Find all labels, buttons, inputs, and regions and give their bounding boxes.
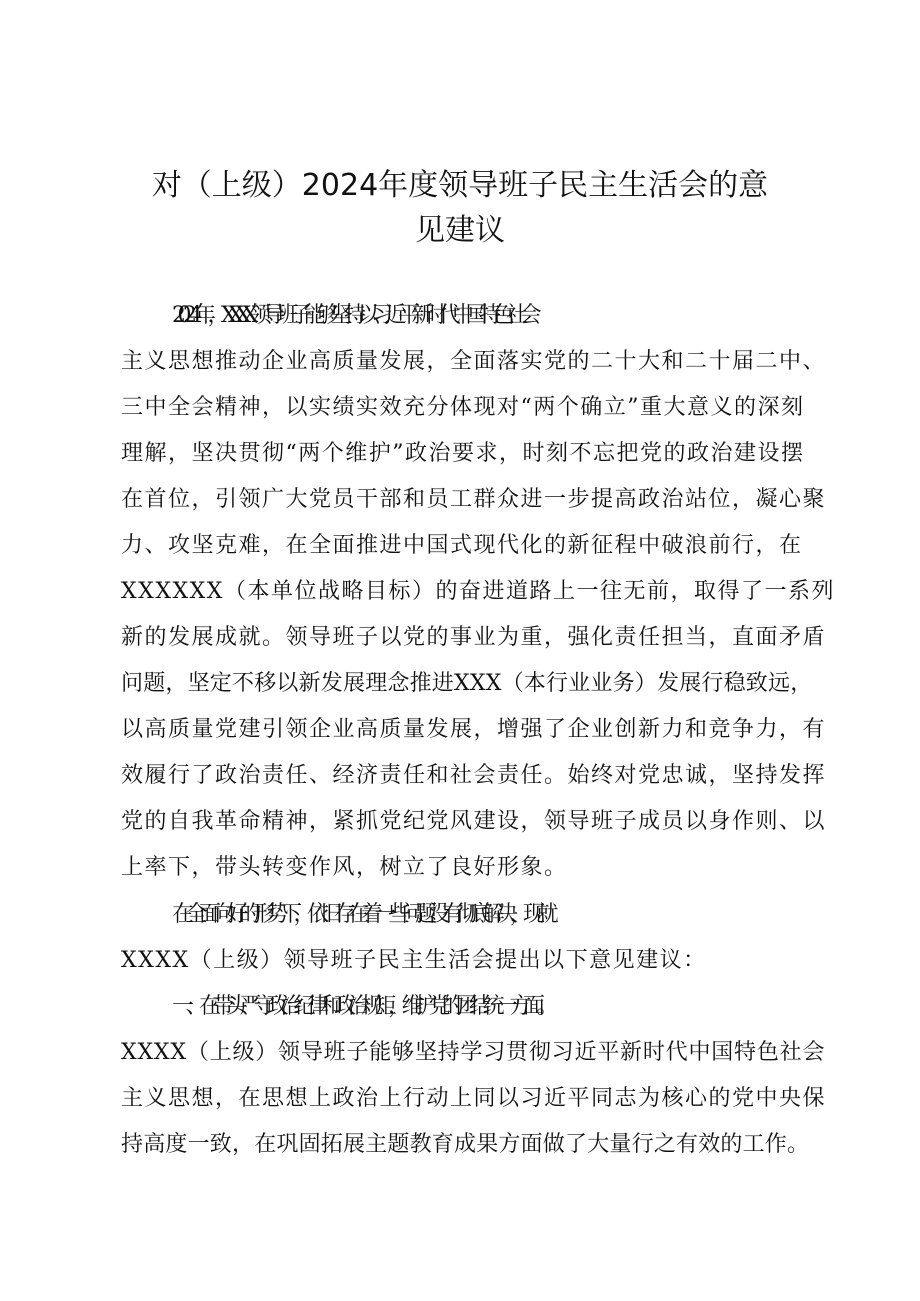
body-line: 在全面向好的形势下，依旧存在着一些问题没有彻底解决，现就 [172,902,551,927]
body-line: XXXXXX（本单位战略目标）的奋进道路上一往无前，取得了一系列 [121,579,835,604]
body-line: 力、攻坚克难，在全面推进中国式现代化的新征程中破浪前行，在 [121,533,803,558]
section-heading-line: 一、在带头严守政治纪律和政治规矩，维护党的团结统一方面。 [172,994,551,1019]
body-line: 2024年，XXXX领导班子能够坚持以习近平新时代中国特色社会 [172,303,534,328]
body-line: 以高质量党建引领企业高质量发展，增强了企业创新力和竞争力，有 [121,717,827,742]
body-line: 效履行了政治责任、经济责任和社会责任。始终对党忠诚，坚持发挥 [121,763,827,788]
body-line: 主义思想推动企业高质量发展，全面落实党的二十大和二十届二中、 [121,349,827,374]
body-line: 三中全会精神，以实绩实效充分体现对“两个确立”重大意义的深刻 [121,395,805,420]
body-line: 问题，坚定不移以新发展理念推进XXX（本行业业务）发展行稳致远， [121,671,813,696]
body-line: XXXX（上级）领导班子民主生活会提出以下意见建议： [121,948,707,973]
body-line: 理解，坚决贯彻“两个维护”政治要求，时刻不忘把党的政治建设摆 [121,441,805,466]
body-line: 新的发展成就。领导班子以党的事业为重，强化责任担当，直面矛盾 [121,625,827,650]
body-line: 持高度一致，在巩固拓展主题教育成果方面做了大量行之有效的工作。 [121,1132,810,1157]
body-line: 主义思想，在思想上政治上行动上同以习近平同志为核心的党中央保 [121,1086,827,1111]
body-line: 在首位，引领广大党员干部和员工群众进一步提高政治站位，凝心聚 [121,487,827,512]
body-line: 党的自我革命精神，紧抓党纪党风建设，领导班子成员以身作则、以 [121,809,827,834]
document-title-line-2: 见建议 [415,213,505,248]
body-line: XXXX（上级）领导班子能够坚持学习贯彻习近平新时代中国特色社会 [121,1040,826,1065]
body-line: 上率下，带头转变作风，树立了良好形象。 [121,855,568,880]
document-title-line-1: 对（上级）2024年度领导班子民主生活会的意 [151,168,769,203]
